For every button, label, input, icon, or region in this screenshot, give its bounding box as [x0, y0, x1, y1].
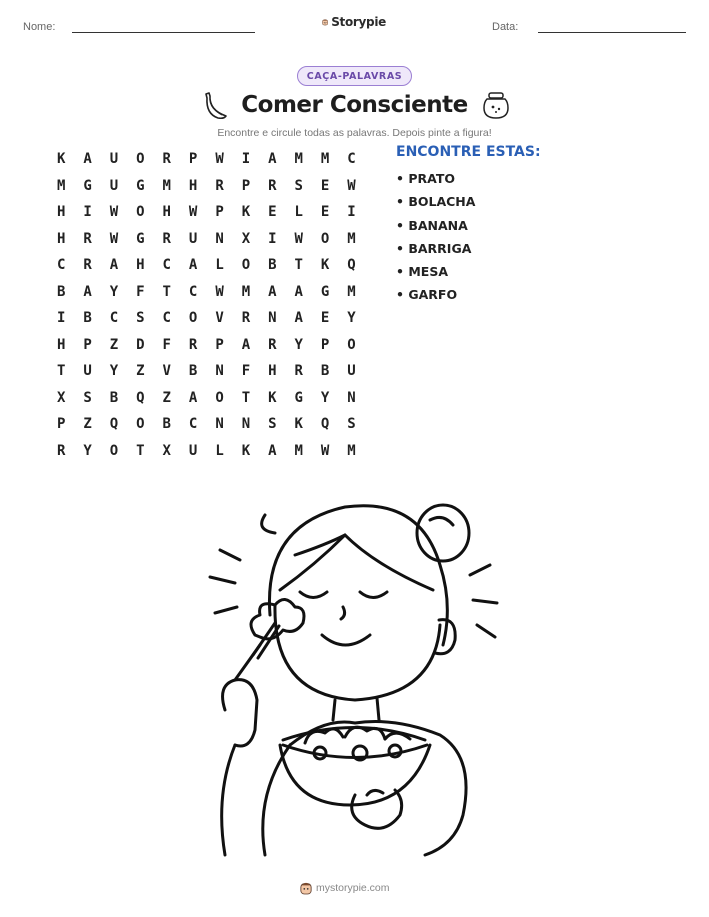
grid-letter[interactable]: K	[241, 204, 251, 221]
word-list-item: • GARFO	[396, 287, 458, 303]
grid-letter[interactable]: O	[241, 257, 251, 274]
grid-letter[interactable]: U	[109, 151, 119, 168]
grid-letter[interactable]: R	[241, 310, 251, 327]
grid-letter[interactable]: F	[162, 336, 171, 353]
grid-letter[interactable]: A	[241, 336, 251, 353]
grid-letter[interactable]: C	[109, 310, 119, 327]
name-field-line[interactable]	[72, 32, 255, 33]
grid-letter[interactable]: N	[347, 389, 356, 406]
grid-letter[interactable]: Y	[109, 363, 119, 380]
grid-letter[interactable]: B	[56, 283, 66, 300]
grid-letter[interactable]: M	[347, 283, 356, 300]
grid-letter[interactable]: M	[162, 177, 171, 194]
grid-letter[interactable]: I	[241, 151, 251, 168]
grid-letter[interactable]: T	[162, 283, 171, 300]
grid-letter[interactable]: G	[83, 177, 92, 194]
grid-letter[interactable]: U	[188, 230, 198, 247]
grid-letter[interactable]: I	[347, 204, 356, 221]
grid-letter[interactable]: E	[320, 204, 330, 221]
grid-letter[interactable]: C	[56, 257, 66, 274]
grid-letter[interactable]: Q	[136, 389, 145, 406]
grid-letter[interactable]: S	[294, 177, 303, 194]
grid-letter[interactable]: M	[241, 283, 251, 300]
grid-letter[interactable]: A	[268, 151, 277, 168]
grid-letter[interactable]: K	[294, 416, 303, 433]
grid-letter[interactable]: B	[162, 416, 171, 433]
grid-letter[interactable]: A	[83, 283, 92, 300]
grid-letter[interactable]: H	[268, 363, 277, 380]
grid-letter[interactable]: H	[56, 230, 66, 247]
grid-letter[interactable]: O	[347, 336, 356, 353]
grid-letter[interactable]: D	[136, 336, 145, 353]
grid-letter[interactable]: N	[215, 416, 224, 433]
grid-letter[interactable]: K	[320, 257, 330, 274]
word-list-item: • BOLACHA	[396, 194, 476, 210]
grid-letter[interactable]: P	[215, 336, 224, 353]
grid-letter[interactable]: T	[241, 389, 251, 406]
grid-letter[interactable]: T	[136, 442, 145, 459]
grid-letter[interactable]: M	[294, 442, 303, 459]
grid-letter[interactable]: L	[215, 442, 224, 459]
grid-letter[interactable]: F	[136, 283, 145, 300]
grid-letter[interactable]: G	[320, 283, 330, 300]
grid-letter[interactable]: H	[162, 204, 171, 221]
date-field-line[interactable]	[538, 32, 686, 33]
grid-letter[interactable]: B	[268, 257, 277, 274]
word-list-item: • PRATO	[396, 171, 455, 186]
grid-letter[interactable]: R	[268, 336, 277, 353]
grid-letter[interactable]: H	[136, 257, 145, 274]
grid-letter[interactable]: I	[56, 310, 66, 327]
grid-letter[interactable]: U	[188, 442, 198, 459]
grid-letter[interactable]: Y	[109, 283, 119, 300]
grid-letter[interactable]: V	[162, 363, 171, 380]
word-list	[396, 171, 475, 311]
grid-letter[interactable]: W	[188, 204, 198, 221]
grid-letter[interactable]: M	[347, 230, 356, 247]
grid-letter[interactable]: N	[215, 363, 224, 380]
grid-letter[interactable]: E	[268, 204, 277, 221]
grid-letter[interactable]: M	[320, 151, 330, 168]
grid-letter[interactable]: P	[320, 336, 330, 353]
grid-letter[interactable]: B	[320, 363, 330, 380]
grid-letter[interactable]: P	[241, 177, 251, 194]
grid-letter[interactable]: B	[188, 363, 198, 380]
word-list-item: • MESA	[396, 264, 448, 280]
grid-letter[interactable]: P	[56, 416, 66, 433]
grid-letter[interactable]: Z	[162, 389, 171, 406]
grid-letter[interactable]: R	[294, 363, 303, 380]
word-search-badge: CAÇA-PALAVRAS	[297, 66, 412, 86]
girl-eating-salad-illustration[interactable]	[195, 495, 515, 875]
grid-letter[interactable]: G	[136, 230, 145, 247]
grid-letter[interactable]: U	[83, 363, 92, 380]
grid-letter[interactable]: B	[83, 310, 92, 327]
grid-letter[interactable]: V	[215, 310, 224, 327]
grid-letter[interactable]: T	[56, 363, 66, 380]
grid-letter[interactable]: R	[268, 177, 277, 194]
grid-letter[interactable]: L	[294, 204, 303, 221]
grid-letter[interactable]: R	[56, 442, 66, 459]
grid-letter[interactable]: Y	[320, 389, 330, 406]
grid-letter[interactable]: L	[215, 257, 224, 274]
page-title: Comer Consciente	[241, 92, 468, 118]
word-list-item: • BANANA	[396, 217, 468, 233]
grid-letter[interactable]: G	[294, 389, 303, 406]
word-search-grid[interactable]	[48, 146, 364, 464]
grid-letter[interactable]: R	[83, 230, 92, 247]
footer	[300, 879, 410, 897]
grid-letter[interactable]: R	[162, 230, 171, 247]
grid-letter[interactable]: W	[215, 151, 224, 168]
grid-letter[interactable]: M	[294, 151, 303, 168]
grid-letter[interactable]: N	[215, 230, 224, 247]
grid-letter[interactable]: Y	[294, 336, 303, 353]
grid-letter[interactable]: W	[109, 204, 119, 221]
grid-letter[interactable]: B	[109, 389, 119, 406]
grid-letter[interactable]: I	[268, 230, 277, 247]
grid-letter[interactable]: Q	[320, 416, 330, 433]
grid-letter[interactable]: R	[215, 177, 224, 194]
grid-letter[interactable]: K	[241, 442, 251, 459]
grid-letter[interactable]: S	[347, 416, 356, 433]
grid-letter[interactable]: P	[188, 151, 198, 168]
brand-name: Storypie	[331, 15, 386, 29]
grid-letter[interactable]: O	[136, 151, 145, 168]
grid-letter[interactable]: M	[347, 442, 356, 459]
grid-letter[interactable]: H	[56, 336, 66, 353]
grid-letter[interactable]: A	[268, 442, 277, 459]
footer-url[interactable]: mystorypie.com	[316, 882, 390, 894]
grid-letter[interactable]: S	[83, 389, 92, 406]
grid-letter[interactable]: Z	[136, 363, 145, 380]
grid-letter[interactable]: O	[188, 310, 198, 327]
grid-letter[interactable]: A	[83, 151, 92, 168]
word-list-item: • BARRIGA	[396, 240, 472, 256]
grid-letter[interactable]: W	[294, 230, 303, 247]
grid-letter[interactable]: Y	[347, 310, 356, 327]
grid-letter[interactable]: Y	[83, 442, 92, 459]
grid-letter[interactable]: C	[188, 283, 198, 300]
grid-letter[interactable]: S	[136, 310, 145, 327]
grid-letter[interactable]: H	[188, 177, 198, 194]
grid-letter[interactable]: R	[83, 257, 92, 274]
grid-letter[interactable]: O	[136, 416, 145, 433]
grid-letter[interactable]: F	[241, 363, 251, 380]
grid-letter[interactable]: X	[241, 230, 251, 247]
storypie-logo	[322, 12, 386, 32]
grid-letter[interactable]: W	[320, 442, 330, 459]
grid-letter[interactable]: T	[294, 257, 303, 274]
grid-letter[interactable]: Z	[109, 336, 119, 353]
grid-letter[interactable]: C	[162, 257, 171, 274]
grid-letter[interactable]: E	[320, 177, 330, 194]
storypie-mascot-icon	[322, 14, 328, 30]
grid-letter[interactable]: H	[56, 204, 66, 221]
grid-letter[interactable]: W	[347, 177, 356, 194]
grid-letter[interactable]: A	[109, 257, 119, 274]
grid-letter[interactable]: P	[83, 336, 92, 353]
grid-letter[interactable]: E	[320, 310, 330, 327]
instructions: Encontre e circule todas as palavras. Depois pinte a figura!	[217, 127, 492, 139]
grid-letter[interactable]: O	[320, 230, 330, 247]
grid-letter[interactable]: C	[347, 151, 356, 168]
grid-letter[interactable]: Q	[109, 416, 119, 433]
grid-letter[interactable]: X	[162, 442, 171, 459]
grid-letter[interactable]: U	[347, 363, 356, 380]
cookie-jar-icon	[480, 90, 512, 122]
storypie-mascot-icon	[300, 881, 312, 895]
grid-letter[interactable]: A	[188, 389, 198, 406]
grid-letter[interactable]: M	[56, 177, 66, 194]
grid-letter[interactable]: I	[83, 204, 92, 221]
grid-letter[interactable]: W	[215, 283, 224, 300]
grid-letter[interactable]: N	[268, 310, 277, 327]
grid-letter[interactable]: A	[294, 283, 303, 300]
grid-letter[interactable]: R	[162, 151, 171, 168]
grid-letter[interactable]: A	[188, 257, 198, 274]
grid-letter[interactable]: X	[56, 389, 66, 406]
grid-letter[interactable]: C	[188, 416, 198, 433]
grid-letter[interactable]: R	[188, 336, 198, 353]
grid-letter[interactable]: O	[136, 204, 145, 221]
grid-letter[interactable]: Z	[83, 416, 92, 433]
grid-letter[interactable]: P	[215, 204, 224, 221]
grid-letter[interactable]: K	[56, 151, 66, 168]
grid-letter[interactable]: G	[136, 177, 145, 194]
word-list-heading: ENCONTRE ESTAS:	[396, 144, 541, 160]
grid-letter[interactable]: W	[109, 230, 119, 247]
grid-letter[interactable]: K	[268, 389, 277, 406]
grid-letter[interactable]: Q	[347, 257, 356, 274]
date-label: Data:	[492, 21, 519, 33]
grid-letter[interactable]: S	[268, 416, 277, 433]
grid-letter[interactable]: O	[215, 389, 224, 406]
grid-letter[interactable]: O	[109, 442, 119, 459]
grid-letter[interactable]: C	[162, 310, 171, 327]
grid-letter[interactable]: A	[268, 283, 277, 300]
grid-letter[interactable]: N	[241, 416, 251, 433]
name-label: Nome:	[23, 21, 56, 33]
grid-letter[interactable]: A	[294, 310, 303, 327]
grid-letter[interactable]: U	[109, 177, 119, 194]
